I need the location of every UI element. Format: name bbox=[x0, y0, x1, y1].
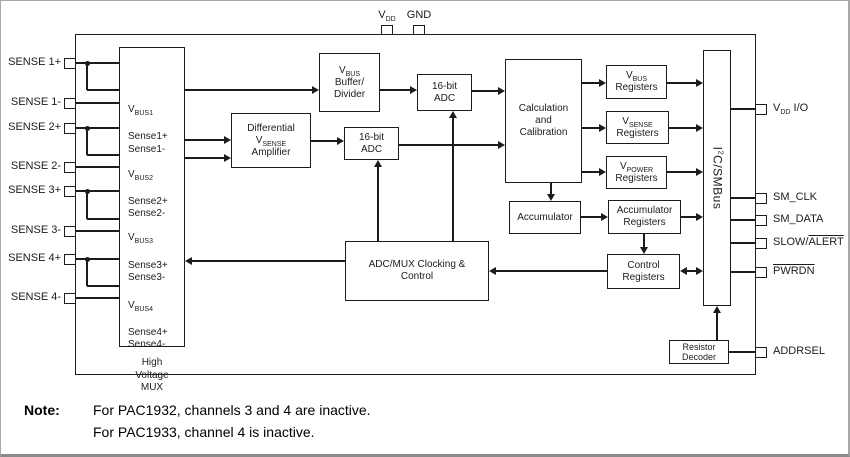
pin-label-addrsel: ADDRSEL bbox=[773, 345, 825, 357]
accumulator-registers-block: Accumulator Registers bbox=[608, 200, 681, 234]
pin-sm-clk bbox=[755, 193, 767, 204]
pin-label-sm-clk: SM_CLK bbox=[773, 191, 818, 203]
high-voltage-mux-block bbox=[119, 47, 185, 393]
differential-vsense-amplifier-block: Differential $V_{SENSE}$ Amplifier bbox=[231, 113, 311, 168]
pin-pwrdn bbox=[755, 267, 767, 278]
pin-sense4p bbox=[64, 254, 76, 265]
pin-label-slow-alert: SLOW/ALERT bbox=[773, 236, 844, 248]
pin-label-vdd: $V_{DD}$ bbox=[378, 9, 396, 24]
control-registers-block: Control Registers bbox=[607, 254, 680, 289]
adc-top-block: 16-bit ADC bbox=[417, 74, 472, 111]
i2c-smbus-block: $I^2C$/SMBus bbox=[703, 50, 731, 306]
mux-row: $V_{BUS4}$ bbox=[128, 300, 153, 313]
pin-label-vdd-io: $V_{DD}$ I/O bbox=[773, 102, 809, 117]
pin-slow-alert bbox=[755, 238, 767, 249]
mux-row: Sense1+ bbox=[128, 131, 168, 142]
pin-label-sense1p: SENSE 1+ bbox=[8, 56, 61, 68]
mux-row: Sense2- bbox=[128, 208, 166, 219]
pin-addrsel bbox=[755, 347, 767, 358]
mux-title: High Voltage MUX bbox=[135, 357, 169, 393]
note bbox=[24, 399, 371, 443]
mux-row: Sense1- bbox=[128, 144, 166, 155]
mux-row: $V_{BUS1}$ bbox=[128, 104, 153, 117]
mux-row: Sense3- bbox=[128, 272, 166, 283]
pin-sm-data bbox=[755, 215, 767, 226]
pin-sense2p bbox=[64, 123, 76, 134]
pin-sense3p bbox=[64, 186, 76, 197]
pin-sense3n bbox=[64, 226, 76, 237]
pin-label-pwrdn: PWRDN bbox=[773, 265, 815, 277]
adc-mux-clocking-control-block: ADC/MUX Clocking & Control bbox=[345, 241, 489, 301]
pin-label-sense2p: SENSE 2+ bbox=[8, 121, 61, 133]
pin-label-sense1n: SENSE 1- bbox=[10, 96, 61, 108]
adc-mid-block: 16-bit ADC bbox=[344, 127, 399, 160]
resistor-decoder-block: Resistor Decoder bbox=[669, 340, 729, 364]
mux-row: Sense4+ bbox=[128, 327, 168, 338]
pin-sense2n bbox=[64, 162, 76, 173]
mux-row: $V_{BUS2}$ bbox=[128, 169, 153, 182]
note-text: For PAC1932, channels 3 and 4 are inactive. For PAC1933, channel 4 is inactive. bbox=[93, 402, 371, 440]
mux-row: Sense2+ bbox=[128, 196, 168, 207]
pin-label-sense4p: SENSE 4+ bbox=[8, 252, 61, 264]
vpower-registers-block: $V_{POWER}$ Registers bbox=[606, 156, 667, 189]
pin-sense1p bbox=[64, 58, 76, 69]
calculation-calibration-block: Calculation and Calibration bbox=[505, 59, 582, 183]
pin-sense1n bbox=[64, 98, 76, 109]
pin-label-sense3n: SENSE 3- bbox=[10, 224, 61, 236]
pin-label-sense2n: SENSE 2- bbox=[10, 160, 61, 172]
vsense-registers-block: $V_{SENSE}$ Registers bbox=[606, 111, 669, 144]
mux-row: Sense4- bbox=[128, 339, 166, 350]
accumulator-block: Accumulator bbox=[509, 201, 581, 234]
pin-sense4n bbox=[64, 293, 76, 304]
mux-row: Sense3+ bbox=[128, 260, 168, 271]
pin-label-sense4n: SENSE 4- bbox=[10, 291, 61, 303]
note-label: Note: bbox=[24, 402, 60, 418]
pin-gnd bbox=[413, 25, 425, 35]
vbus-buffer-divider-block: $V_{BUS}$ Buffer/ Divider bbox=[319, 53, 380, 112]
pin-label-sm-data: SM_DATA bbox=[773, 213, 824, 225]
pin-vdd-io bbox=[755, 104, 767, 115]
vbus-registers-block: $V_{BUS}$ Registers bbox=[606, 65, 667, 99]
mux-row: $V_{BUS3}$ bbox=[128, 232, 153, 245]
pin-label-sense3p: SENSE 3+ bbox=[8, 184, 61, 196]
pin-label-gnd: GND bbox=[406, 9, 432, 21]
pin-vdd bbox=[381, 25, 393, 35]
